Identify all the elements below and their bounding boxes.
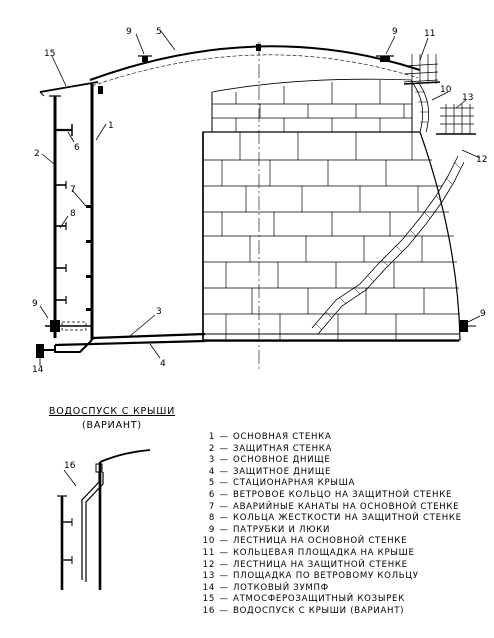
legend-item-text: ЛЕСТНИЦА НА ЗАЩИТНОЙ СТЕНКЕ [233, 559, 408, 570]
legend-item [199, 583, 462, 595]
inset-roof-drain [57, 450, 150, 590]
legend-item-text: АВАРИЙНЫЕ КАНАТЫ НА ОСНОВНОЙ СТЕНКЕ [233, 501, 460, 512]
roof-ring-platform [404, 54, 440, 84]
legend-item [199, 432, 462, 444]
legend-item-number: 4 [208, 466, 215, 477]
legend-dash: — [219, 582, 229, 593]
legend-item [199, 606, 462, 618]
roof-visor [40, 82, 98, 96]
legend-item-text: ОСНОВНОЕ ДНИЩЕ [233, 455, 331, 466]
legend-dash: — [219, 455, 229, 466]
legend-item-number: 13 [202, 571, 215, 582]
legend-dash: — [219, 466, 229, 477]
legend-dash: — [219, 547, 229, 558]
legend-item [199, 560, 462, 572]
legend-item [199, 444, 462, 456]
legend-item-number: 12 [202, 559, 215, 570]
legend-item-text: ЛОТКОВЫЙ ЗУМПФ [233, 582, 329, 593]
legend-item-text: ОСНОВНАЯ СТЕНКА [233, 432, 332, 442]
legend-item [199, 502, 462, 514]
legend-dash: — [219, 559, 229, 570]
main-wall-ladder [412, 82, 429, 132]
protective-wall-left [49, 96, 61, 338]
callout-6: 6 [74, 143, 80, 153]
legend-item [199, 548, 462, 560]
legend-dash: — [219, 571, 229, 582]
legend-item [199, 571, 462, 583]
legend-dash: — [219, 513, 229, 524]
legend-item-number: 16 [202, 605, 215, 616]
callout-9-roof-right: 9 [392, 27, 398, 37]
legend-item-number: 3 [208, 455, 215, 466]
legend-item-number: 6 [208, 489, 215, 500]
callout-3: 3 [156, 307, 162, 317]
callout-10: 10 [440, 85, 452, 95]
legend-item-number: 9 [208, 524, 215, 535]
inset-title: ВОДОСПУСК С КРЫШИ [48, 406, 176, 417]
callout-16: 16 [64, 461, 76, 471]
legend-dash: — [219, 524, 229, 535]
legend-dash: — [219, 594, 229, 605]
callout-11: 11 [424, 29, 436, 39]
legend-item [199, 594, 462, 606]
callout-15: 15 [44, 49, 56, 59]
main-wall-outer [212, 79, 412, 132]
callout-13: 13 [462, 93, 474, 103]
legend-dash: — [219, 478, 229, 489]
legend-dash: — [219, 536, 229, 547]
legend-item-number: 14 [202, 582, 215, 593]
legend-item-text: КОЛЬЦЕВАЯ ПЛОЩАДКА НА КРЫШЕ [233, 547, 415, 558]
legend-item [199, 455, 462, 467]
legend-item-text: АТМОСФЕРОЗАЩИТНЫЙ КОЗЫРЕК [233, 594, 405, 605]
legend-dash: — [219, 605, 229, 616]
legend-item-text: ЛЕСТНИЦА НА ОСНОВНОЙ СТЕНКЕ [233, 536, 408, 547]
callout-leaders [40, 30, 480, 366]
stiffening-rings [55, 181, 66, 304]
callout-14: 14 [32, 365, 44, 375]
legend-dash: — [219, 489, 229, 500]
legend-item-text: ВЕТРОВОЕ КОЛЬЦО НА ЗАЩИТНОЙ СТЕНКЕ [233, 489, 453, 500]
legend-item-number: 2 [208, 443, 215, 454]
legend-item-text: ПЛОЩАДКА ПО ВЕТРОВОМУ КОЛЬЦУ [233, 571, 419, 582]
wind-ring-platform [436, 104, 476, 134]
legend [199, 432, 462, 618]
callout-1: 1 [108, 121, 114, 131]
callout-5: 5 [156, 27, 162, 37]
legend-item-text: ПАТРУБКИ И ЛЮКИ [233, 524, 331, 535]
legend-item-text: КОЛЬЦА ЖЕСТКОСТИ НА ЗАЩИТНОЙ СТЕНКЕ [233, 513, 462, 524]
legend-item-number: 5 [208, 478, 215, 489]
bottom-nozzle [45, 320, 92, 332]
legend-item [199, 525, 462, 537]
legend-item-text: ЗАЩИТНОЕ ДНИЩЕ [233, 466, 332, 477]
callout-7: 7 [70, 185, 76, 195]
legend-item-text: СТАЦИОНАРНАЯ КРЫША [233, 478, 356, 489]
legend-item [199, 478, 462, 490]
legend-item-number: 15 [202, 594, 215, 605]
callout-12: 12 [476, 155, 488, 165]
stationary-roof [90, 46, 420, 86]
main-bottom [92, 334, 459, 338]
legend-dash: — [219, 432, 229, 442]
legend-item-text: ЗАЩИТНАЯ СТЕНКА [233, 443, 333, 454]
legend-item-number: 7 [208, 501, 215, 512]
legend-dash: — [219, 443, 229, 454]
legend-item-number: 11 [202, 547, 215, 558]
callout-8: 8 [70, 209, 76, 219]
callout-9-roof-left: 9 [126, 27, 132, 37]
legend-item [199, 490, 462, 502]
callout-4: 4 [160, 359, 166, 369]
legend-item-number: 1 [208, 432, 215, 442]
legend-item [199, 467, 462, 479]
legend-item-number: 10 [202, 536, 215, 547]
inset-subtitle: (ВАРИАНТ) [82, 420, 142, 431]
protective-wall-ladder [312, 156, 464, 334]
legend-item [199, 536, 462, 548]
main-wall-left [92, 84, 103, 340]
protective-wall-outer [203, 132, 460, 340]
callout-9-bottom-left: 9 [32, 299, 38, 309]
legend-item [199, 513, 462, 525]
legend-item-text: ВОДОСПУСК С КРЫШИ (ВАРИАНТ) [233, 605, 405, 616]
callout-2: 2 [34, 149, 40, 159]
legend-dash: — [219, 501, 229, 512]
legend-item-number: 8 [208, 513, 215, 524]
callout-9-side-right: 9 [480, 309, 486, 319]
protective-bottom [55, 341, 459, 345]
tray-sump [36, 340, 92, 358]
